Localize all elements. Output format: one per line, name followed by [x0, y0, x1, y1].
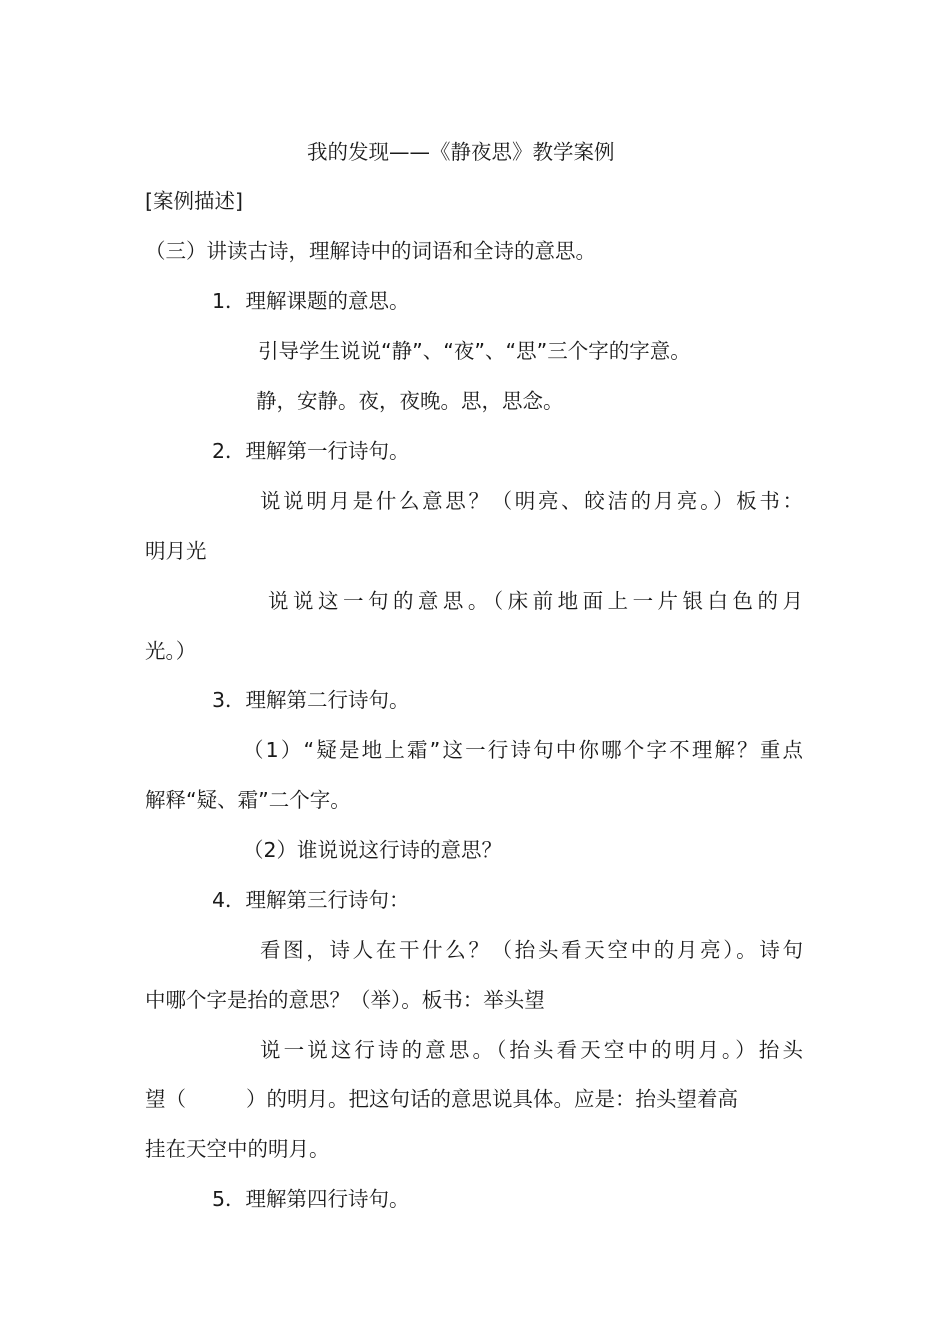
numbered-heading: 5．理解第四行诗句。	[212, 1187, 410, 1211]
numbered-heading: 2．理解第一行诗句。	[212, 439, 410, 463]
paragraph-line: 说说明月是什么意思？（明亮、皎洁的月亮。）板书：	[260, 489, 803, 513]
section-tag: [案例描述]	[145, 189, 243, 213]
document-title: 我的发现——《静夜思》教学案例	[307, 140, 615, 164]
numbered-heading: 3．理解第二行诗句。	[212, 688, 410, 712]
paragraph-line: 看图，诗人在干什么？（抬头看天空中的月亮）。诗句	[260, 938, 803, 962]
numbered-heading: 1．理解课题的意思。	[212, 289, 410, 313]
paragraph-line: 明月光	[145, 539, 207, 563]
paragraph-line: 中哪个字是抬的意思？（举）。板书：举头望	[145, 988, 545, 1012]
paragraph-line: 说一说这行诗的意思。（抬头看天空中的明月。）抬头	[260, 1038, 803, 1062]
numbered-heading: 4．理解第三行诗句：	[212, 888, 410, 912]
text-segment: 望（	[145, 1087, 186, 1111]
paragraph-line: （2）谁说说这行诗的意思？	[243, 838, 503, 862]
paragraph-line: 光。）	[145, 639, 197, 663]
paragraph-line: 静，安静。夜，夜晚。思，思念。	[256, 389, 564, 413]
paragraph-line: （1）“疑是地上霜”这一行诗句中你哪个字不理解？重点	[243, 738, 803, 762]
paragraph-line: 挂在天空中的明月。	[145, 1137, 330, 1161]
paragraph-line: 解释“疑、霜”二个字。	[145, 788, 351, 812]
paragraph-line: 引导学生说说“静”、“夜”、“思”三个字的字意。	[258, 339, 691, 363]
paragraph-line: （三）讲读古诗，理解诗中的词语和全诗的意思。	[145, 239, 596, 263]
text-segment: ）的明月。把这句话的意思说具体。应是：抬头望着高	[246, 1087, 738, 1111]
paragraph-line-with-blank	[145, 1085, 738, 1113]
paragraph-line: 说说这一句的意思。（床前地面上一片银白色的月	[268, 589, 803, 613]
